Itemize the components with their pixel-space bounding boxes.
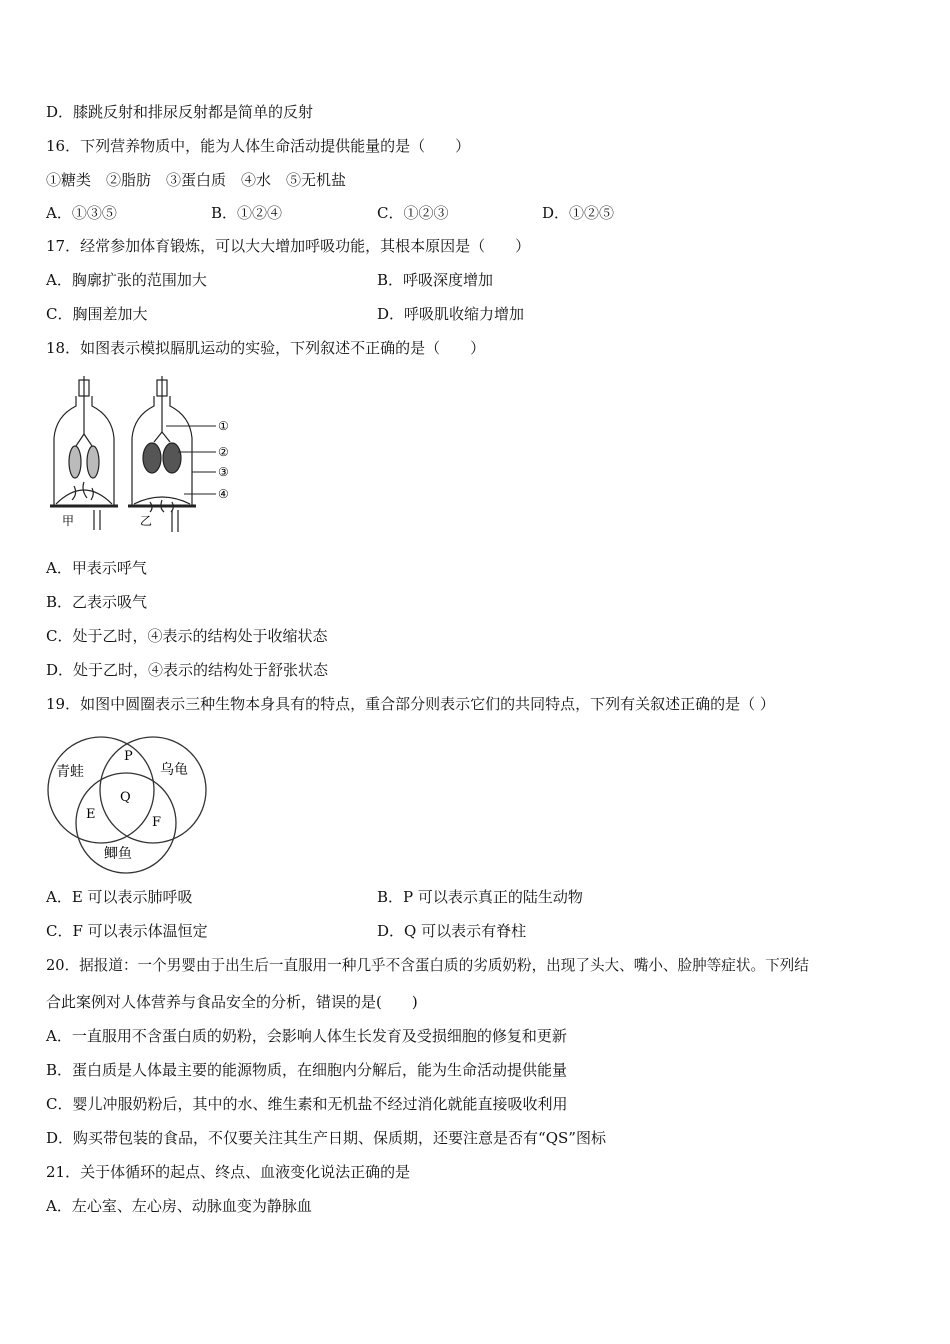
marker-3: ③	[218, 465, 229, 479]
q17-option-d: D．呼吸肌收缩力增加	[377, 305, 525, 323]
q18-option-d: D．处于乙时，④表示的结构处于舒张状态	[46, 661, 329, 679]
venn-label-p: P	[124, 749, 133, 764]
q18-option-a: A．甲表示呼气	[46, 559, 147, 577]
diaphragm-experiment-figure	[44, 376, 244, 536]
jar-b	[128, 376, 196, 532]
jar-b-label: 乙	[140, 514, 153, 528]
q16-option-c: C．①②③	[377, 204, 449, 222]
jar-a	[50, 376, 118, 530]
q20-option-c: C．婴儿冲服奶粉后，其中的水、维生素和无机盐不经过消化就能直接吸收利用	[46, 1095, 568, 1113]
q21-stem: 21．关于体循环的起点、终点、血液变化说法正确的是	[46, 1163, 411, 1181]
q21-option-a: A．左心室、左心房、动脉血变为静脉血	[46, 1197, 312, 1215]
q19-option-c: C．F 可以表示体温恒定	[46, 922, 208, 940]
q18-stem: 18．如图表示模拟膈肌运动的实验，下列叙述不正确的是（ ）	[46, 339, 486, 357]
q19-stem: 19．如图中圆圈表示三种生物本身具有的特点，重合部分则表示它们的共同特点，下列有关叙述正确的是（ ）	[46, 695, 775, 713]
venn-label-frog: 青蛙	[56, 764, 84, 780]
q19-option-d: D．Q 可以表示有脊柱	[377, 922, 527, 940]
venn-label-e: E	[86, 807, 96, 822]
q19-option-a: A．E 可以表示肺呼吸	[46, 888, 193, 906]
q20-stem-line2: 合此案例对人体营养与食品安全的分析，错误的是( )	[46, 993, 418, 1011]
venn-label-f: F	[152, 815, 162, 830]
jar-a-label: 甲	[62, 514, 75, 528]
q16-option-b: B．①②④	[211, 204, 283, 222]
q16-option-d: D．①②⑤	[542, 204, 615, 222]
marker-1: ①	[218, 419, 229, 433]
venn-label-q: Q	[120, 790, 131, 805]
q20-option-d: D．购买带包装的食品，不仅要关注其生产日期、保质期，还要注意是否有“QS”图标	[46, 1129, 606, 1147]
venn-diagram	[44, 728, 210, 876]
q19-option-b: B．P 可以表示真正的陆生动物	[377, 888, 583, 906]
q16-items: ①糖类 ②脂肪 ③蛋白质 ④水 ⑤无机盐	[46, 171, 347, 189]
marker-2: ②	[218, 445, 229, 459]
q17-option-b: B．呼吸深度增加	[377, 271, 494, 289]
marker-4: ④	[218, 487, 229, 501]
q17-option-c: C．胸围差加大	[46, 305, 148, 323]
q20-stem-line1: 20．据报道：一个男婴由于出生后一直服用一种几乎不含蛋白质的劣质奶粉，出现了头大、嘴小、脸肿等症状。下列结	[46, 957, 809, 974]
q16-option-a: A．①③⑤	[46, 204, 117, 222]
q17-option-a: A．胸廓扩张的范围加大	[46, 271, 207, 289]
q20-option-a: A．一直服用不含蛋白质的奶粉，会影响人体生长发育及受损细胞的修复和更新	[46, 1027, 567, 1045]
venn-label-fish: 鲫鱼	[104, 846, 132, 862]
q20-option-b: B．蛋白质是人体最主要的能源物质，在细胞内分解后，能为生命活动提供能量	[46, 1061, 568, 1079]
q18-option-c: C．处于乙时，④表示的结构处于收缩状态	[46, 627, 328, 645]
q18-option-b: B．乙表示吸气	[46, 593, 148, 611]
venn-label-turtle: 乌龟	[160, 762, 188, 778]
q16-stem: 16．下列营养物质中，能为人体生命活动提供能量的是（ ）	[46, 137, 471, 155]
q17-stem: 17．经常参加体育锻炼，可以大大增加呼吸功能，其根本原因是（ ）	[46, 237, 531, 255]
venn-circle-frog	[48, 737, 154, 843]
q15-option-d: D．膝跳反射和排尿反射都是简单的反射	[46, 103, 314, 121]
